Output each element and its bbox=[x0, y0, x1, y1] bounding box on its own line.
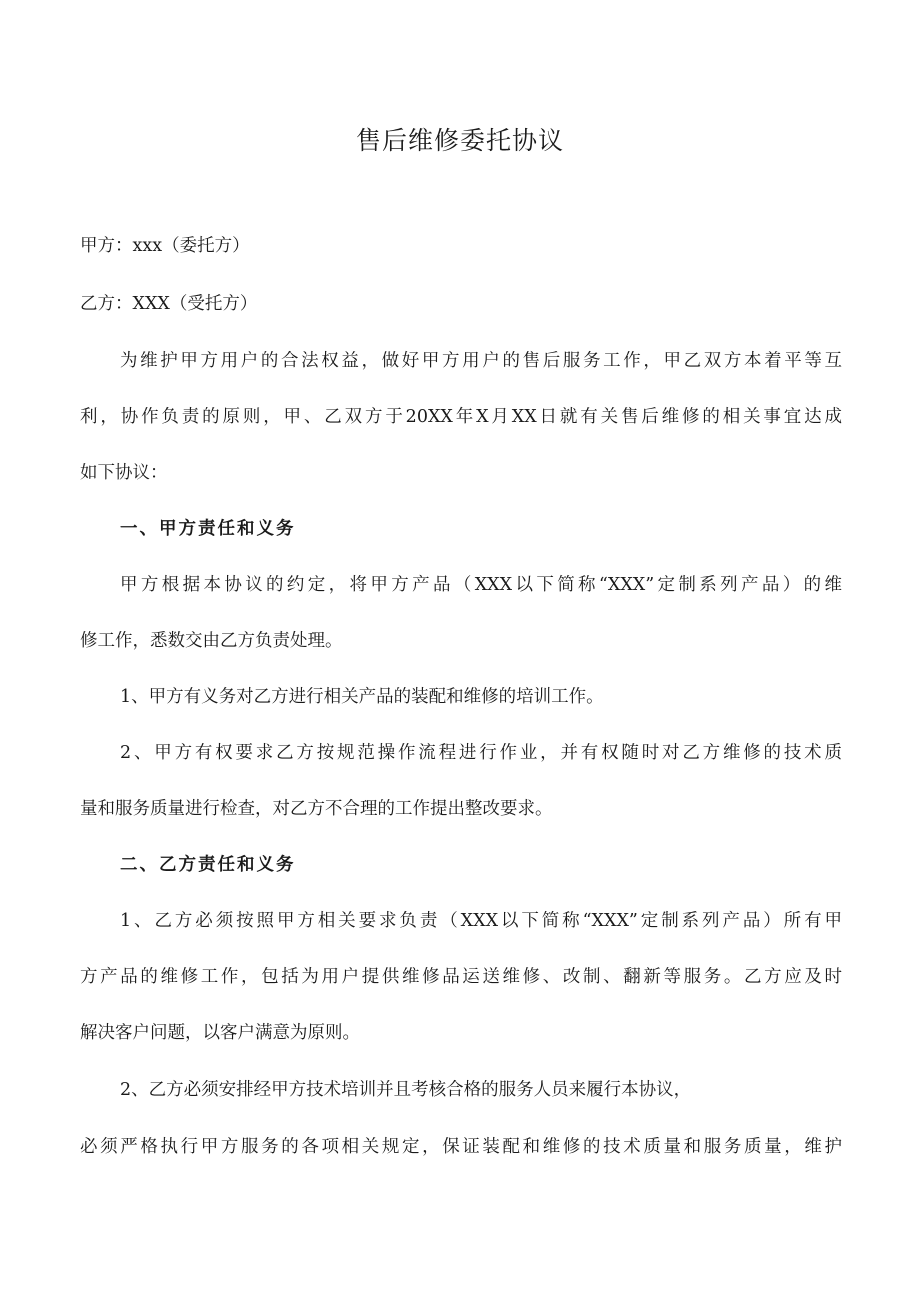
section-1-para-line-2: 修工作，悉数交由乙方负责处理。 bbox=[80, 631, 343, 651]
section-2-item-2-line-2: 必须严格执行甲方服务的各项相关规定，保证装配和维修的技术质量和服务质量，维护 bbox=[80, 1137, 842, 1157]
intro-line-2: 利，协作负责的原则，甲、乙双方于20XX年X月XX日就有关售后维修的相关事宜达成 bbox=[80, 407, 842, 427]
document-title: 售后维修委托协议 bbox=[355, 126, 564, 155]
section-2-item-2-line-1: 2、乙方必须安排经甲方技术培训并且考核合格的服务人员来履行本协议， bbox=[120, 1080, 692, 1100]
section-2-item-1-line-2: 方产品的维修工作，包括为用户提供维修品运送维修、改制、翻新等服务。乙方应及时 bbox=[80, 967, 842, 987]
section-2-item-1-line-3: 解决客户问题，以客户满意为原则。 bbox=[80, 1023, 360, 1043]
party-a-line: 甲方：xxx（委托方） bbox=[80, 236, 250, 256]
section-1-item-1: 1、甲方有义务对乙方进行相关产品的装配和维修的培训工作。 bbox=[120, 687, 604, 707]
section-2-item-1-line-1: 1、乙方必须按照甲方相关要求负责（XXX以下简称“XXX”定制系列产品）所有甲 bbox=[120, 911, 842, 931]
section-1-heading: 一、甲方责任和义务 bbox=[120, 519, 296, 539]
party-b-line: 乙方：XXX（受托方） bbox=[80, 294, 258, 314]
section-1-item-2-line-1: 2、甲方有权要求乙方按规范操作流程进行作业，并有权随时对乙方维修的技术质 bbox=[120, 743, 842, 763]
section-2-heading: 二、乙方责任和义务 bbox=[120, 855, 296, 875]
intro-line-1: 为维护甲方用户的合法权益，做好甲方用户的售后服务工作，甲乙双方本着平等互 bbox=[120, 351, 842, 371]
section-1-para-line-1: 甲方根据本协议的约定，将甲方产品（XXX以下简称“XXX”定制系列产品）的维 bbox=[120, 575, 842, 595]
intro-line-3: 如下协议： bbox=[80, 463, 168, 483]
section-1-item-2-line-2: 量和服务质量进行检查，对乙方不合理的工作提出整改要求。 bbox=[80, 799, 553, 819]
